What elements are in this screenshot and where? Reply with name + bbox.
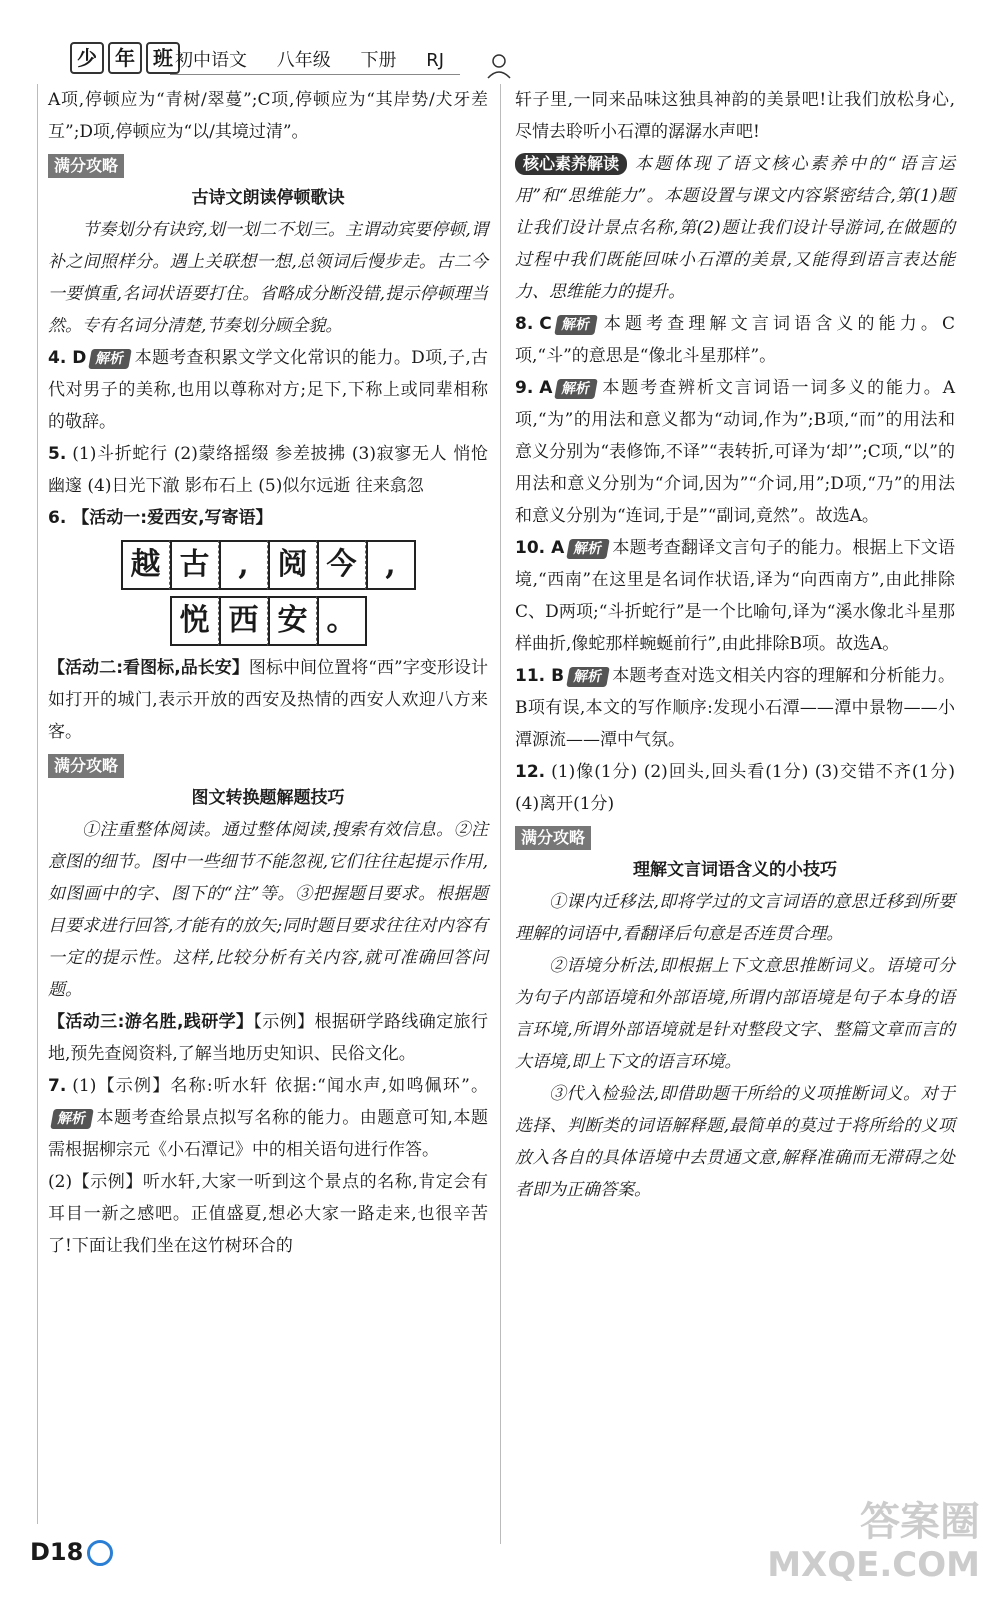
answer-text: (1)斗折蛇行 (2)蒙络摇缀 参差披拂 (3)寂寥无人 悄怆幽邃 (4)日光下澈 影布石上 (5)似尔远逝 往来翕忽	[48, 444, 488, 496]
volume: 下册	[360, 50, 397, 71]
grid-cell: 阅	[268, 540, 317, 590]
question-number: 12.	[515, 762, 546, 782]
analysis-tag: 解析	[555, 379, 599, 399]
answer-choice: C	[539, 314, 552, 334]
globe-icon	[87, 1540, 113, 1566]
left-column	[48, 84, 488, 1262]
tip-body: 节奏划分有诀窍,划一划二不划三。主谓动宾要停顿,谓补之间照样分。遇上关联想一想,总领词后慢步走。古二今一要慎重,名词状语要打住。省略成分断没错,提示停顿理当然。专有名词分清楚,节奏划分顾全貌。	[48, 220, 488, 336]
subject: 初中语文	[175, 50, 247, 71]
calligraphy-grid-2	[48, 596, 488, 646]
activity-text: 图标中间位置将“西”字变形设计如打开的城门,表示开放的西安及热情的西安人欢迎八方来客。	[48, 658, 488, 742]
answer-text: 本题考查对选文相关内容的理解和分析能力。B项有误,本文的写作顺序:发现小石潭——潭中景物——小潭源流——潭中气氛。	[515, 666, 955, 750]
tip-label: 满分攻略	[515, 826, 591, 850]
answer-text: (1)【示例】名称:听水轩 依据:“闻水声,如鸣佩环”。	[72, 1076, 488, 1096]
tip-title: 图文转换题解题技巧	[191, 788, 345, 808]
tip-label: 满分攻略	[48, 754, 124, 778]
grid-cell: 安	[268, 596, 317, 646]
page-number-text: D18	[30, 1538, 84, 1566]
answer-8	[515, 308, 955, 372]
calligraphy-grid-1	[48, 540, 488, 590]
grid-cell: 古	[170, 540, 219, 590]
brand-char: 班	[146, 42, 180, 74]
question-number: 11.	[515, 666, 546, 686]
question-number: 10.	[515, 538, 546, 558]
answer-text: 本题考查给景点拟写名称的能力。由题意可知,本题需根据柳宗元《小石潭记》中的相关语句进行作答。	[48, 1108, 488, 1160]
answer-text: 本题考查翻译文言句子的能力。根据上下文语境,“西南”在这里是名词作状语,译为“向西南方”,由此排除C、D两项;“斗折蛇行”是一个比喻句,译为“溪水像北斗星那样曲折,像蛇那样蜿蜒前行”,由此排除B项。故选A。	[515, 538, 955, 654]
answer-10	[515, 532, 955, 660]
answer-12	[515, 756, 955, 820]
analysis-tag: 解析	[50, 1109, 94, 1129]
tip-body: ①注重整体阅读。通过整体阅读,搜索有效信息。②注意图的细节。图中一些细节不能忽视,它们往往起提示作用,如图画中的字、图下的“注”等。③把握题目要求。根据题目要求进行回答,才能有的放矢;同时题目要求往往对内容有一定的提示性。这样,比较分析有关内容,就可准确回答问题。	[48, 820, 488, 1000]
tip-title: 理解文言词语含义的小技巧	[633, 860, 837, 880]
grid-cell: 西	[219, 596, 268, 646]
activity-2	[48, 652, 488, 748]
activity-title: 【活动一:爱西安,写寄语】	[72, 508, 273, 528]
question-number: 6.	[48, 508, 67, 528]
question-number: 8.	[515, 314, 534, 334]
grid-cell: 。	[317, 596, 367, 646]
core-text: 本题体现了语文核心素养中的“语言运用”和“思维能力”。本题设置与课文内容紧密结合,第(1)题让我们设计景点名称,第(2)题让我们设计导游词,在做题的过程中我们既能回味小石潭的美景,又能得到语言表达能力、思维能力的提升。	[515, 154, 955, 302]
answer-7-part-2: (2)【示例】听水轩,大家一听到这个景点的名称,肯定会有耳目一新之感吧。正值盛夏,想必大家一路走来,也很辛苦了!下面让我们坐在这竹树环合的	[48, 1172, 488, 1256]
answer-choice: A	[551, 538, 565, 558]
left-margin-rule	[37, 84, 38, 1524]
analysis-tag: 解析	[566, 667, 610, 687]
analysis-tag: 解析	[567, 539, 611, 559]
grid-cell: ,	[219, 540, 268, 590]
tip-label: 满分攻略	[48, 154, 124, 178]
answer-text: 本题考查理解文言词语含义的能力。C项,“斗”的意思是“像北斗星那样”。	[515, 314, 955, 366]
page-header	[0, 0, 1000, 96]
grade: 八年级	[276, 50, 331, 71]
analysis-tag: 解析	[554, 315, 598, 335]
tip-box-2	[48, 748, 488, 1006]
grid-cell: 越	[121, 540, 170, 590]
book-info	[175, 46, 468, 72]
activity-text: 【示例】根据研学路线确定旅行地,预先查阅资料,了解当地历史知识、民俗文化。	[48, 1012, 488, 1064]
activity-3	[48, 1006, 488, 1070]
answer-11	[515, 660, 955, 756]
answer-text: 本题考查辨析文言词语一词多义的能力。A项,“为”的用法和意义都为“动词,作为”;B项,“而”的用法和意义分别为“表修饰,不译”“表转折,可译为‘却’”;C项,“以”的用法和意义分别为“介词,因为”“介词,用”;D项,“乃”的用法和意义分别为“连词,于是”“副词,竟然”。故选A。	[515, 378, 955, 526]
grid-cell: 悦	[170, 596, 219, 646]
tip-box-3	[515, 820, 955, 1206]
answer-text: 本题考查积累文学文化常识的能力。D项,子,古代对男子的美称,也用以尊称对方;足下,下称上或同辈相称的敬辞。	[48, 348, 488, 432]
question-number: 4.	[48, 348, 67, 368]
question-number: 5.	[48, 444, 67, 464]
analysis-tag: 解析	[89, 349, 133, 369]
answer-6	[48, 502, 488, 534]
answer-3-continued: A项,停顿应为“青树/翠蔓”;C项,停顿应为“其岸势/犬牙差互”;D项,停顿应为“以/其境过清”。	[48, 90, 488, 142]
answer-9	[515, 372, 955, 532]
activity-title: 【活动三:游名胜,践研学】	[48, 1012, 254, 1032]
answer-7	[48, 1070, 488, 1166]
watermark-logo: 答案圈	[860, 1499, 980, 1545]
grid-cell: ,	[366, 540, 416, 590]
answer-7-continued: 轩子里,一同来品味这独具神韵的美景吧!让我们放松身心,尽情去聆听小石潭的潺潺水声吧!	[515, 90, 955, 142]
activity-title: 【活动二:看图标,品长安】	[48, 658, 249, 678]
answer-4	[48, 342, 488, 438]
tip-paragraph: ③代入检验法,即借助题干所给的义项推断词义。对于选择、判断类的词语解释题,最简单的莫过于将所给的义项放入各自的具体语境中去贯通文意,解释准确而无滞碍之处者即为正确答案。	[515, 1084, 955, 1200]
brand-logo	[70, 42, 180, 74]
edition: RJ	[426, 50, 445, 71]
right-column	[515, 84, 955, 1206]
person-icon	[485, 52, 513, 80]
page-number	[30, 1538, 113, 1566]
grid-cell: 今	[317, 540, 366, 590]
question-number: 7.	[48, 1076, 67, 1096]
answer-text: (1)像(1分) (2)回头,回头看(1分) (3)交错不齐(1分) (4)离开(1分)	[515, 762, 955, 814]
answer-choice: D	[72, 348, 87, 368]
tip-title: 古诗文朗读停顿歌诀	[191, 188, 345, 208]
core-label: 核心素养解读	[515, 153, 627, 175]
brand-char: 年	[108, 42, 142, 74]
tip-box-1	[48, 148, 488, 342]
watermark-url: MXQE.COM	[767, 1545, 980, 1585]
tip-paragraph: ②语境分析法,即根据上下文意思推断词义。语境可分为句子内部语境和外部语境,所谓内部语境是句子本身的语言环境,所谓外部语境就是针对整段文字、整篇文章而言的大语境,即上下文的语言环境。	[515, 956, 955, 1072]
brand-char: 少	[70, 42, 104, 74]
question-number: 9.	[515, 378, 534, 398]
header-divider	[170, 74, 460, 75]
tip-paragraph: ①课内迁移法,即将学过的文言词语的意思迁移到所要理解的词语中,看翻译后句意是否连贯合理。	[515, 892, 955, 944]
answer-choice: B	[551, 666, 565, 686]
answer-choice: A	[539, 378, 553, 398]
core-literacy	[515, 148, 955, 308]
column-divider	[500, 84, 501, 1544]
answer-5	[48, 438, 488, 502]
